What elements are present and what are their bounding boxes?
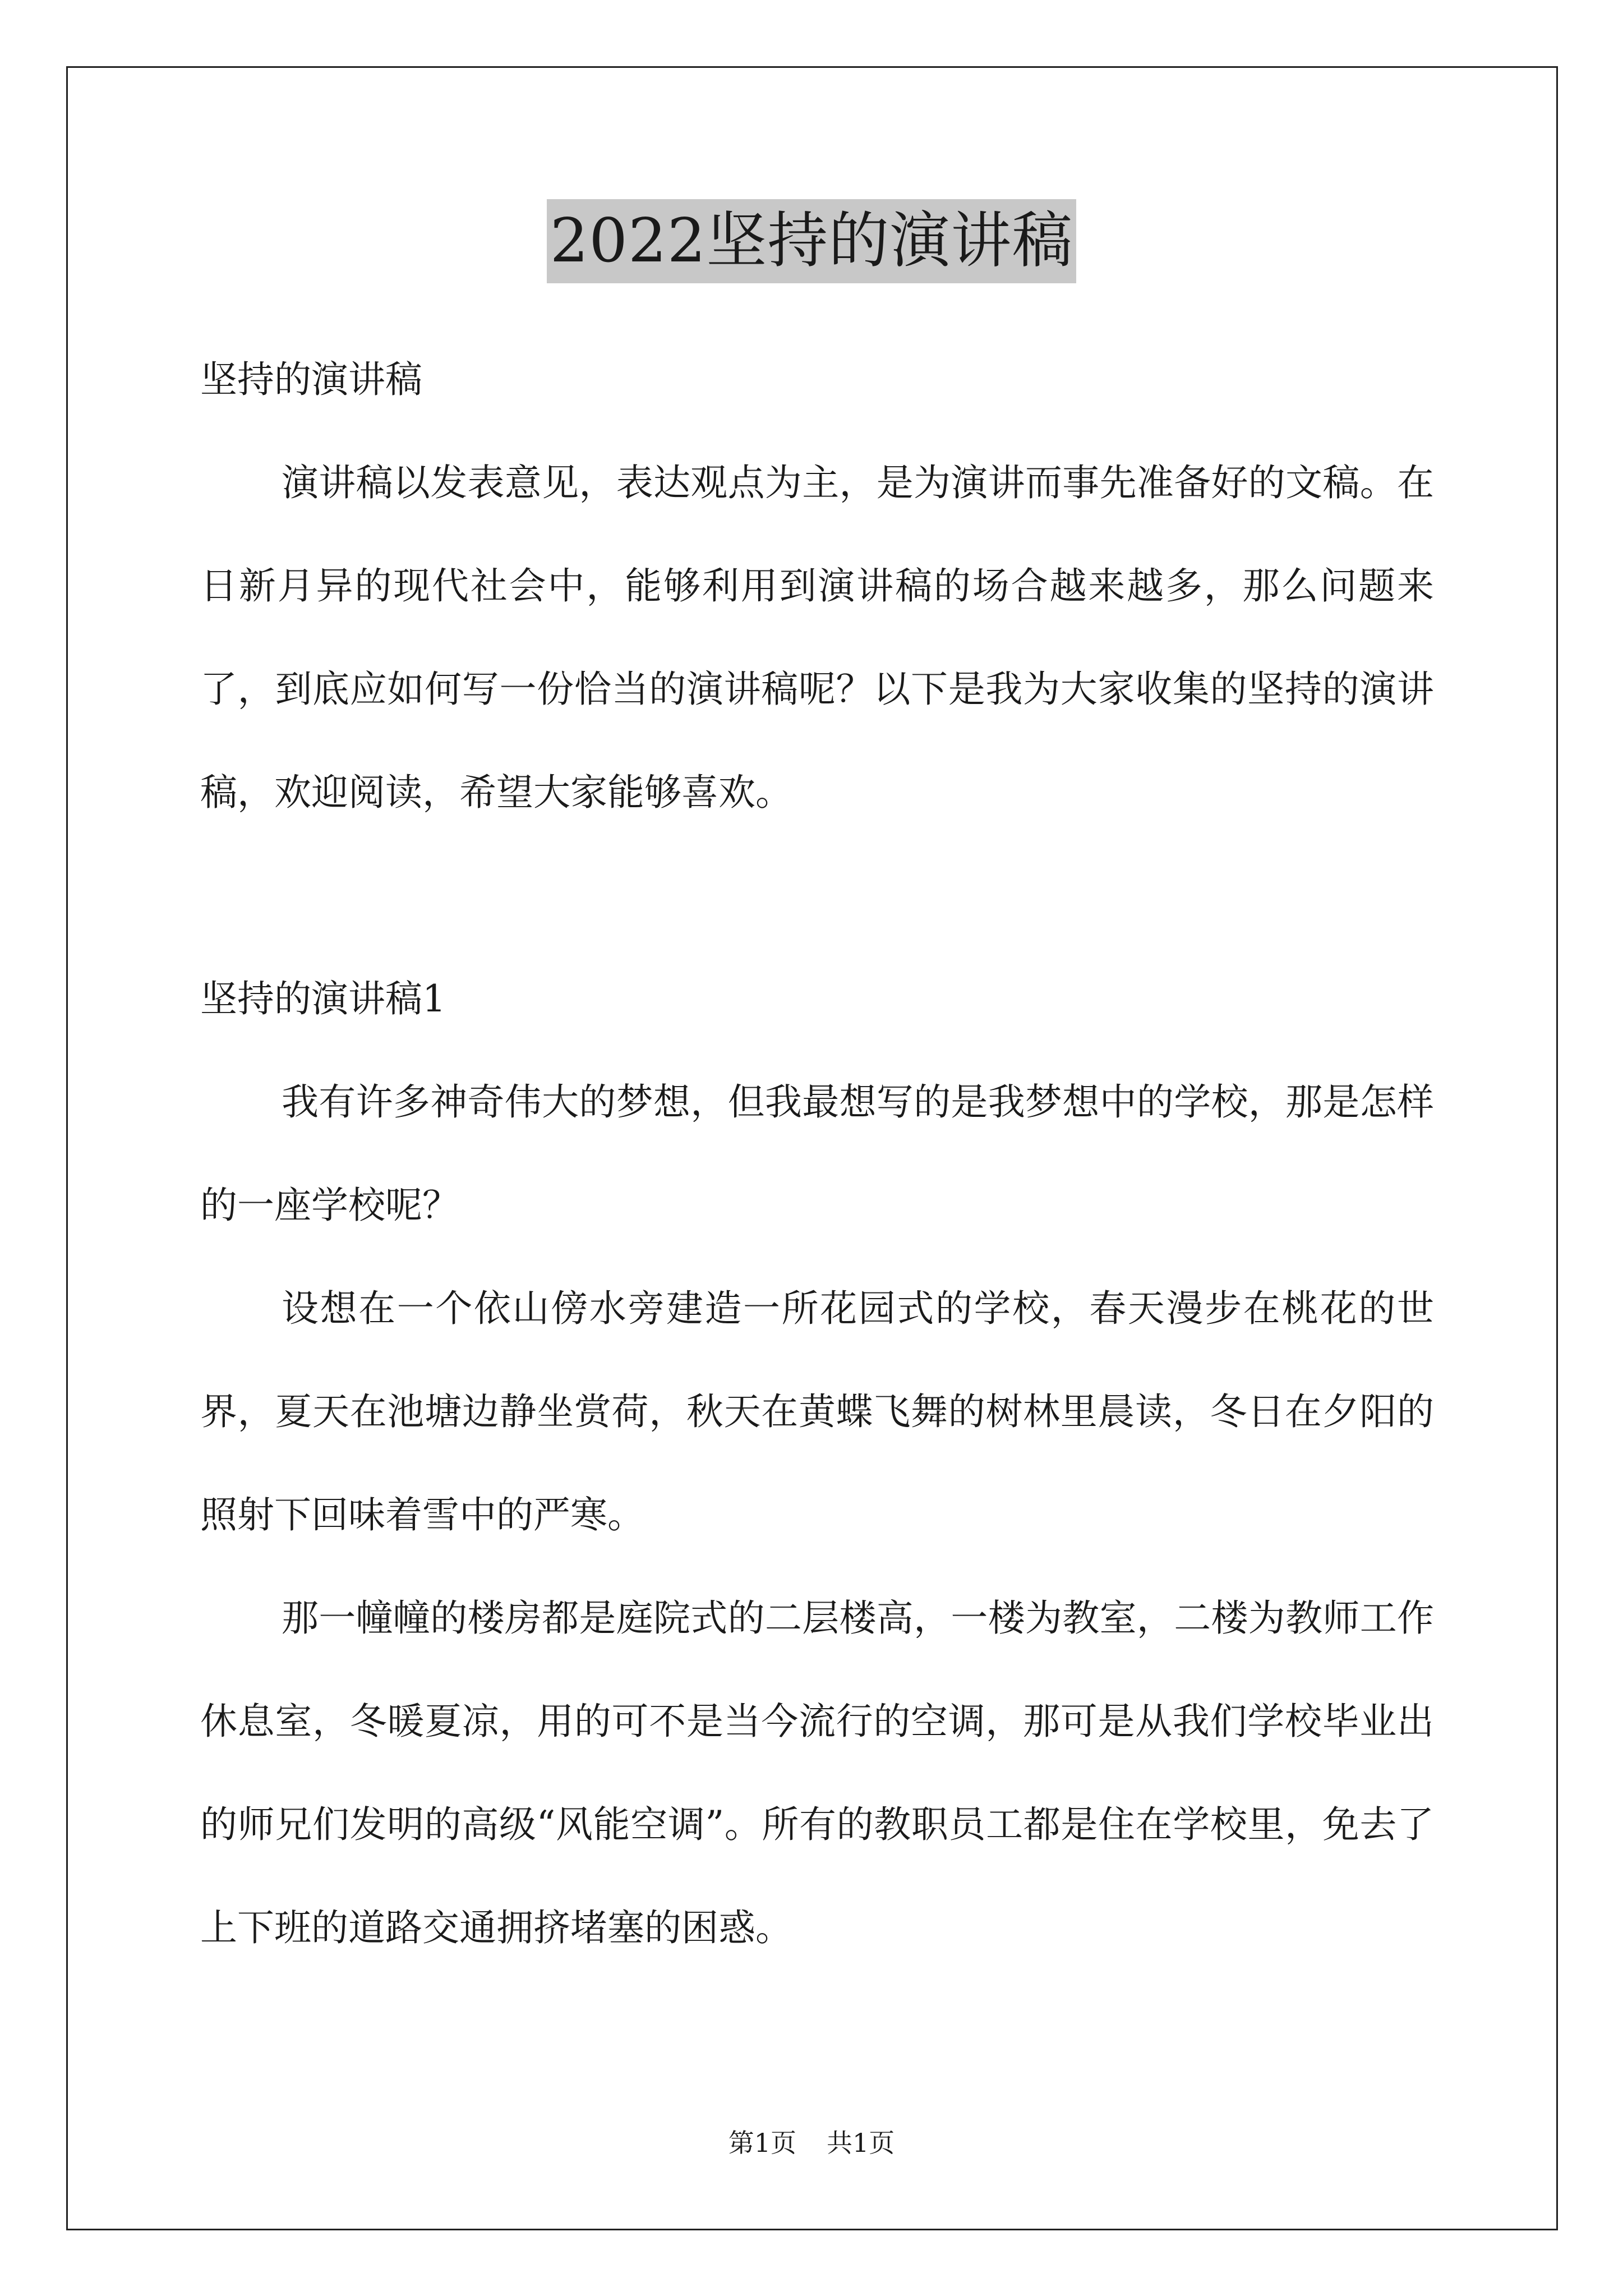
page-number-current: 第1页 bbox=[728, 2128, 796, 2158]
section1-paragraph-2: 设想在一个依山傍水旁建造一所花园式的学校，春天漫步在桃花的世界，夏天在池塘边静坐赏荷，秋天在黄蝶飞舞的树林里晨读，冬日在夕阳的照射下回味着雪中的严寒。 bbox=[200, 1287, 1434, 1536]
section-spacer bbox=[200, 844, 1434, 947]
document-body bbox=[200, 328, 1434, 1980]
section1-paragraph-3: 那一幢幢的楼房都是庭院式的二层楼高，一楼为教室，二楼为教师工作休息室，冬暖夏凉，用的可不是当今流行的空调，那可是从我们学校毕业出的师兄们发明的高级“风能空调”。所有的教职员工都是住在学校里，免去了上下班的道路交通拥挤堵塞的困惑。 bbox=[200, 1596, 1434, 1949]
intro-heading: 坚持的演讲稿 bbox=[200, 358, 422, 401]
section1-paragraph-1: 我有许多神奇伟大的梦想，但我最想写的是我梦想中的学校，那是怎样的一座学校呢？ bbox=[200, 1080, 1434, 1227]
page-footer bbox=[0, 2126, 1623, 2160]
page-number-total: 共1页 bbox=[827, 2128, 895, 2158]
document-title: 2022坚持的演讲稿 bbox=[547, 199, 1077, 283]
title-container bbox=[0, 199, 1623, 283]
intro-paragraph: 演讲稿以发表意见，表达观点为主，是为演讲而事先准备好的文稿。在日新月异的现代社会中，能够利用到演讲稿的场合越来越多，那么问题来了，到底应如何写一份恰当的演讲稿呢？以下是我为大家收集的坚持的演讲稿，欢迎阅读，希望大家能够喜欢。 bbox=[200, 461, 1434, 814]
section1-heading: 坚持的演讲稿1 bbox=[200, 977, 446, 1020]
